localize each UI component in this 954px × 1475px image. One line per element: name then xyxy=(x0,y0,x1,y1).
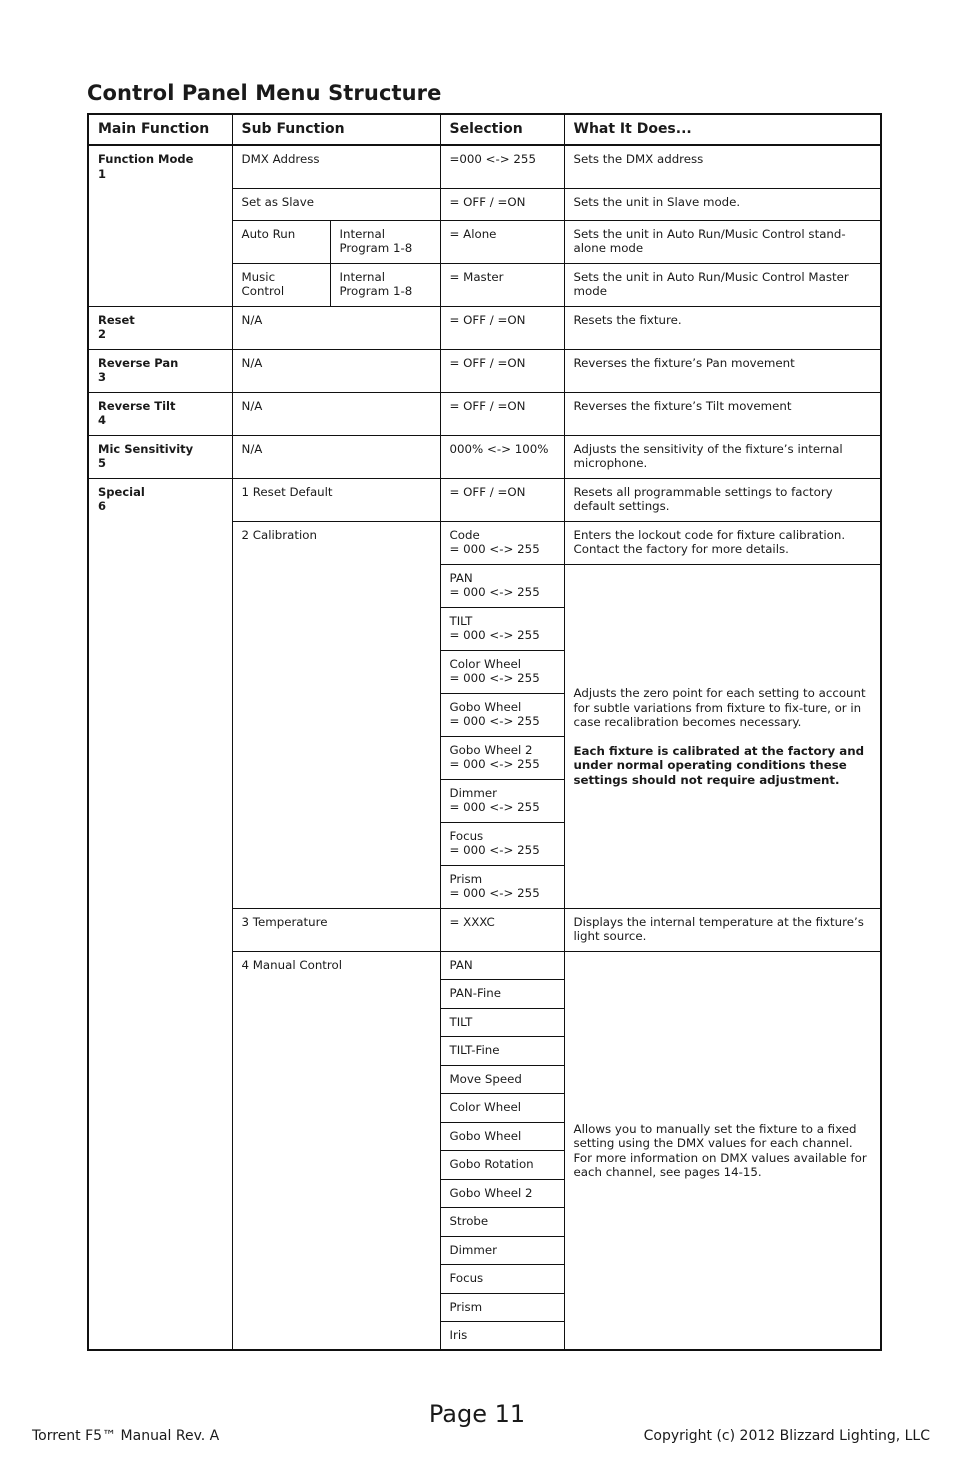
sel-dmx-address: =000 <-> 255 xyxy=(440,145,564,188)
table-row xyxy=(88,145,881,188)
header-what-it-does: What It Does... xyxy=(564,114,881,145)
sub-reverse-pan: N/A xyxy=(232,349,440,392)
main-function-mode: Function Mode 1 xyxy=(88,145,232,306)
footer-copyright: Copyright (c) 2012 Blizzard Lighting, LLC xyxy=(643,1428,930,1444)
sub-mic-sensitivity: N/A xyxy=(232,435,440,478)
desc-set-as-slave: Sets the unit in Slave mode. xyxy=(564,188,881,220)
main-mic-sensitivity: Mic Sensitivity 5 xyxy=(88,435,232,478)
sel-temperature: = XXXC xyxy=(440,908,564,951)
desc-calibration-code: Enters the lockout code for fixture calibration. Contact the factory for more details. xyxy=(564,521,881,564)
sel-calibration-item: Prism = 000 <-> 255 xyxy=(440,865,564,908)
sel-manual-item: Gobo Wheel xyxy=(440,1122,564,1151)
header-selection: Selection xyxy=(440,114,564,145)
desc-music-control: Sets the unit in Auto Run/Music Control Master mode xyxy=(564,263,881,306)
sel-calibration-item: TILT = 000 <-> 255 xyxy=(440,607,564,650)
sel-mic-sensitivity: 000% <-> 100% xyxy=(440,435,564,478)
sub-temperature: 3 Temperature xyxy=(232,908,440,951)
menu-structure-table xyxy=(87,113,882,1351)
sel-music-control: = Master xyxy=(440,263,564,306)
sel-reverse-tilt: = OFF / =ON xyxy=(440,392,564,435)
sel-calibration-item: PAN = 000 <-> 255 xyxy=(440,564,564,607)
calibration-note: Each fixture is calibrated at the factory and under normal operating conditions these settings should not require adjustment. xyxy=(573,743,865,787)
sel-set-as-slave: = OFF / =ON xyxy=(440,188,564,220)
desc-dmx-address: Sets the DMX address xyxy=(564,145,881,188)
sub-calibration: 2 Calibration xyxy=(232,521,440,908)
sel-manual-item: Prism xyxy=(440,1293,564,1322)
sub-set-as-slave: Set as Slave xyxy=(232,188,440,220)
desc-calibration: Adjusts the zero point for each setting to account for subtle variations from fixture to fix-ture, or in case recalibration becomes necessary. Each fixture is calibrated at the factory and under normal operating conditions these settings should not require adjustment. xyxy=(564,564,881,908)
desc-reverse-tilt: Reverses the fixture’s Tilt movement xyxy=(564,392,881,435)
sel-manual-item: Dimmer xyxy=(440,1236,564,1265)
sel-manual-item: Color Wheel xyxy=(440,1094,564,1123)
sel-manual-item: Gobo Wheel 2 xyxy=(440,1179,564,1208)
sel-manual-item: Strobe xyxy=(440,1208,564,1237)
header-main-function: Main Function xyxy=(88,114,232,145)
main-special: Special 6 xyxy=(88,478,232,1350)
sel-manual-item: Move Speed xyxy=(440,1065,564,1094)
sel-manual-item: Focus xyxy=(440,1265,564,1294)
desc-reset: Resets the fixture. xyxy=(564,306,881,349)
page-title: Control Panel Menu Structure xyxy=(87,81,442,105)
sub2-music-control: Internal Program 1-8 xyxy=(330,263,440,306)
main-reverse-pan: Reverse Pan 3 xyxy=(88,349,232,392)
main-reverse-tilt: Reverse Tilt 4 xyxy=(88,392,232,435)
header-sub-function: Sub Function xyxy=(232,114,440,145)
table-row xyxy=(88,435,881,478)
sub-dmx-address: DMX Address xyxy=(232,145,440,188)
sub-reset: N/A xyxy=(232,306,440,349)
sel-auto-run: = Alone xyxy=(440,220,564,263)
sel-calibration-code: Code = 000 <-> 255 xyxy=(440,521,564,564)
sel-reset-default: = OFF / =ON xyxy=(440,478,564,521)
sel-manual-item: Gobo Rotation xyxy=(440,1151,564,1180)
sel-manual-item: PAN xyxy=(440,951,564,980)
page-number: Page 11 xyxy=(428,1400,526,1428)
table-row xyxy=(88,306,881,349)
sel-manual-item: Iris xyxy=(440,1322,564,1351)
sub-reset-default: 1 Reset Default xyxy=(232,478,440,521)
sel-calibration-item: Focus = 000 <-> 255 xyxy=(440,822,564,865)
main-reset: Reset 2 xyxy=(88,306,232,349)
desc-auto-run: Sets the unit in Auto Run/Music Control stand-alone mode xyxy=(564,220,881,263)
sel-reset: = OFF / =ON xyxy=(440,306,564,349)
sel-calibration-item: Color Wheel = 000 <-> 255 xyxy=(440,650,564,693)
desc-manual-control: Allows you to manually set the fixture to a fixed setting using the DMX values for each channel. For more information on DMX values available for each channel, see pages 14-15. xyxy=(564,951,881,1350)
sub-reverse-tilt: N/A xyxy=(232,392,440,435)
sub-music-control: Music Control xyxy=(232,263,330,306)
footer-manual-title: Torrent F5™ Manual Rev. A xyxy=(32,1428,220,1444)
sel-reverse-pan: = OFF / =ON xyxy=(440,349,564,392)
table-row xyxy=(88,478,881,521)
table-header-row xyxy=(88,114,881,145)
sub2-auto-run: Internal Program 1-8 xyxy=(330,220,440,263)
sel-manual-item: TILT-Fine xyxy=(440,1037,564,1066)
table-body xyxy=(88,145,881,1350)
sel-manual-item: PAN-Fine xyxy=(440,980,564,1009)
sel-calibration-item: Gobo Wheel 2 = 000 <-> 255 xyxy=(440,736,564,779)
sub-manual-control: 4 Manual Control xyxy=(232,951,440,1350)
desc-reset-default: Resets all programmable settings to factory default settings. xyxy=(564,478,881,521)
sel-calibration-item: Gobo Wheel = 000 <-> 255 xyxy=(440,693,564,736)
table-row xyxy=(88,349,881,392)
sel-calibration-item: Dimmer = 000 <-> 255 xyxy=(440,779,564,822)
sel-manual-item: TILT xyxy=(440,1008,564,1037)
sub-auto-run: Auto Run xyxy=(232,220,330,263)
desc-mic-sensitivity: Adjusts the sensitivity of the fixture’s internal microphone. xyxy=(564,435,881,478)
table-row xyxy=(88,392,881,435)
desc-temperature: Displays the internal temperature at the fixture’s light source. xyxy=(564,908,881,951)
desc-reverse-pan: Reverses the fixture’s Pan movement xyxy=(564,349,881,392)
